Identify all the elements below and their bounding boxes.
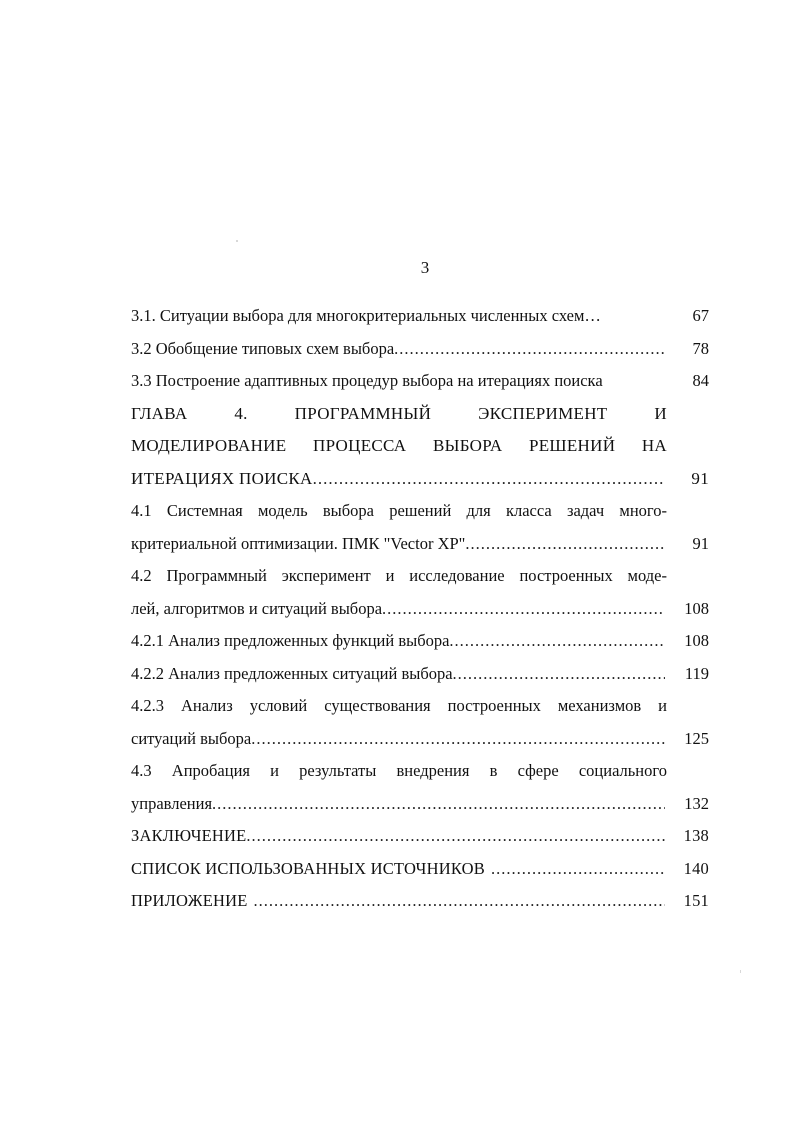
toc-entry-page: 151: [683, 891, 709, 910]
chapter-title-last-line: [131, 463, 709, 496]
toc-entry-last-line: [131, 593, 709, 626]
toc-entry-page: 108: [684, 631, 709, 650]
leader-dots: [382, 593, 665, 626]
page-number: 3: [420, 258, 430, 277]
leader-dots: [453, 658, 665, 691]
chapter-title-line: ИТЕРАЦИЯХ ПОИСКА: [131, 468, 313, 488]
toc-references: [131, 853, 709, 886]
toc-entry-title: 3.2 Обобщение типовых схем выбора: [131, 338, 395, 358]
table-of-contents: [131, 300, 709, 918]
toc-entry-title-line: 4.2.3 Анализ условий существования построенных механизмов и: [131, 696, 667, 715]
toc-entry-title-line: управления: [131, 793, 213, 813]
toc-entry-title: СПИСОК ИСПОЛЬЗОВАННЫХ ИСТОЧНИКОВ: [131, 858, 485, 878]
leader-dots: [212, 788, 665, 821]
toc-entry-title: 3.3 Построение адаптивных процедур выбора на итерациях поиска: [131, 371, 603, 390]
toc-entry-page: 91: [692, 533, 709, 553]
chapter-title-line: ГЛАВА 4. ПРОГРАММНЫЙ ЭКСПЕРИМЕНТ И: [131, 403, 667, 423]
toc-entry-page: 78: [692, 338, 709, 358]
toc-entry-page: 119: [684, 663, 709, 683]
toc-entry-page: 140: [683, 858, 709, 878]
toc-entry-title: 4.2.1 Анализ предложенных функций выбора: [131, 631, 450, 650]
toc-entry-title: 3.1. Ситуации выбора для многокритериальных численных схем…: [131, 306, 601, 325]
toc-chapter-4: [131, 398, 709, 496]
toc-entry-4-2-3: [131, 690, 709, 755]
toc-entry-page: 125: [684, 728, 709, 748]
scan-speck: [740, 970, 741, 973]
leader-dots: [253, 885, 665, 918]
toc-entry-title-line: 4.2 Программный эксперимент и исследование построенных моде-: [131, 566, 667, 585]
toc-entry-4-2-2: [131, 658, 709, 691]
leader-dots: [313, 463, 665, 496]
toc-entry-page: 138: [683, 826, 709, 845]
toc-entry-last-line: [131, 723, 709, 756]
leader-dots: [449, 625, 665, 658]
toc-entry-3-1: [131, 300, 709, 333]
scan-speck: [236, 240, 238, 242]
toc-conclusion: [131, 820, 709, 853]
toc-entry-title: ЗАКЛЮЧЕНИЕ: [131, 826, 247, 845]
toc-entry-title-line: 4.1 Системная модель выбора решений для класса задач много-: [131, 501, 667, 520]
toc-entry-4-2: [131, 560, 709, 625]
toc-entry-title: ПРИЛОЖЕНИЕ: [131, 891, 248, 910]
leader-dots: [246, 820, 665, 853]
toc-entry-title-line: ситуаций выбора: [131, 728, 252, 748]
toc-entry-last-line: [131, 788, 709, 821]
leader-dots: [465, 528, 665, 561]
leader-dots: [251, 723, 665, 756]
toc-entry-page: 132: [684, 793, 709, 813]
toc-entry-title-line: лей, алгоритмов и ситуаций выбора: [131, 598, 383, 618]
toc-appendix: [131, 885, 709, 918]
toc-entry-title-line: критериальной оптимизации. ПМК "Vector XP": [131, 533, 466, 553]
toc-entry-page: 91: [691, 468, 709, 488]
toc-entry-page: 67: [692, 306, 709, 325]
toc-entry-3-3: [131, 365, 709, 398]
toc-entry-page: 84: [692, 371, 709, 390]
toc-entry-page: 108: [684, 598, 709, 618]
toc-entry-4-1: [131, 495, 709, 560]
leader-dots: [394, 333, 665, 366]
leader-dots: [491, 853, 665, 886]
toc-entry-3-2: [131, 333, 709, 366]
toc-entry-last-line: [131, 528, 709, 561]
toc-entry-title: 4.2.2 Анализ предложенных ситуаций выбора: [131, 663, 453, 683]
toc-entry-4-3: [131, 755, 709, 820]
toc-entry-4-2-1: [131, 625, 709, 658]
toc-entry-title-line: 4.3 Апробация и результаты внедрения в сфере социального: [131, 761, 667, 780]
chapter-title-line: МОДЕЛИРОВАНИЕ ПРОЦЕССА ВЫБОРА РЕШЕНИЙ НА: [131, 436, 667, 455]
